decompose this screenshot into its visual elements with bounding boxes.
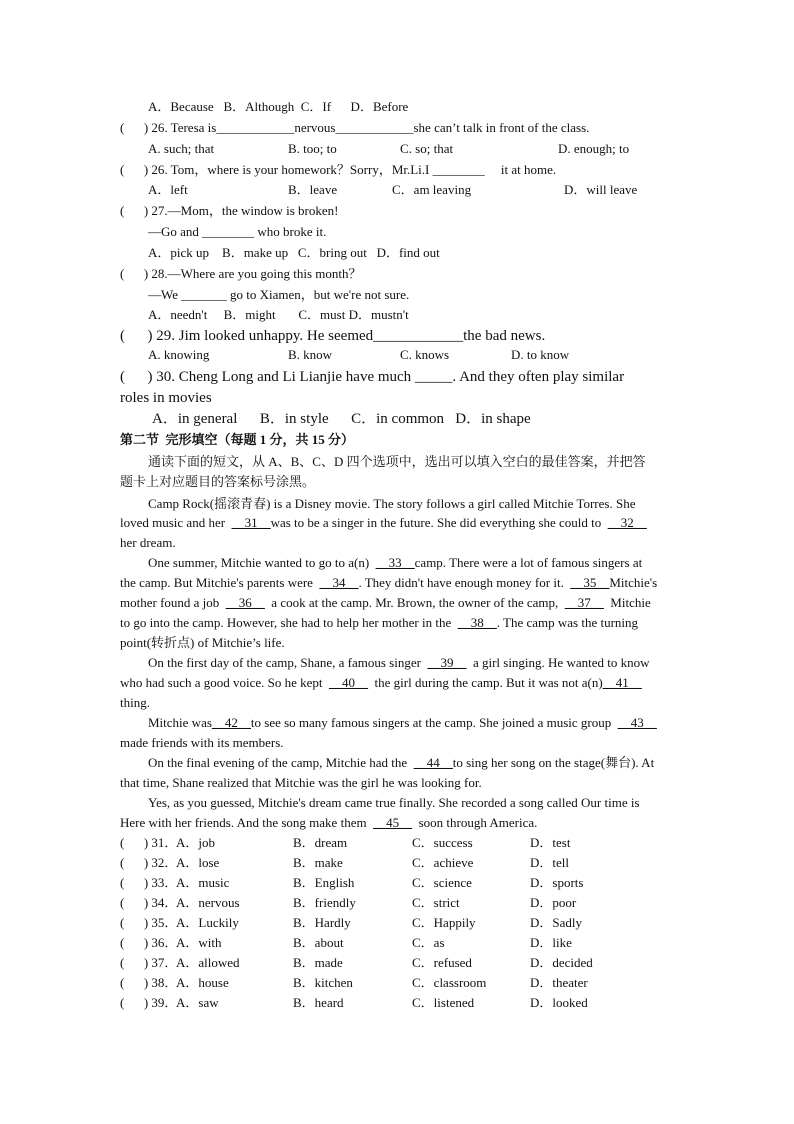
cloze-option-b: B．English: [293, 875, 355, 890]
q30-stem: ( ) 30. Cheng Long and Li Lianjie have much _____. And they often play similar: [120, 369, 625, 385]
cloze-question-number: ( ) 36．: [120, 935, 178, 950]
cloze-option-a: A．job: [176, 835, 216, 850]
blank-39: __39__: [427, 655, 467, 670]
blank-35: __35__: [570, 575, 610, 590]
cloze-question-number: ( ) 38．: [120, 975, 178, 990]
passage-line: Mitchie was__42__to see so many famous singers at the camp. She joined a music group __43__: [148, 715, 657, 730]
q26a-option-d: D. enough; to: [558, 141, 630, 156]
passage-line: On the final evening of the camp, Mitchie had the __44__to sing her song on the stage(舞台). At: [148, 755, 655, 770]
cloze-question-number: ( ) 35．: [120, 915, 178, 930]
cloze-option-a: A．lose: [176, 855, 220, 870]
q26a-option-b: B. too; to: [288, 141, 337, 156]
q26b-stem: ( ) 26. Tom，where is your homework？Sorry，Mr.Li.I ________ it at home.: [120, 162, 557, 177]
q25-options: A．Because B．Although C．If D．Before: [148, 99, 409, 114]
passage-line: her dream.: [120, 535, 176, 550]
passage-line: who had such a good voice. So he kept __40__ the girl during the camp. But it was not a(n)__41__: [120, 675, 642, 690]
blank-41: __41__: [602, 675, 642, 690]
q26b-option-c: C．am leaving: [392, 182, 472, 197]
passage-line: thing.: [120, 695, 150, 710]
cloze-option-d: D．test: [530, 835, 571, 850]
cloze-option-d: D．decided: [530, 955, 593, 970]
passage-line: made friends with its members.: [120, 735, 284, 750]
q29-option-d: D. to know: [511, 347, 570, 362]
cloze-option-a: A．house: [176, 975, 229, 990]
cloze-option-a: A．Luckily: [176, 915, 239, 930]
blank-32: __32__: [607, 515, 647, 530]
cloze-option-d: D．Sadly: [530, 915, 583, 930]
blank-40: __40__: [329, 675, 369, 690]
cloze-option-c: C．strict: [412, 895, 460, 910]
cloze-option-b: B．made: [293, 955, 343, 970]
q26a-stem: ( ) 26. Teresa is____________nervous____________she can’t talk in front of the class.: [120, 120, 590, 135]
cloze-option-b: B．make: [293, 855, 343, 870]
cloze-option-c: C．science: [412, 875, 472, 890]
passage-line: to go into the camp. However, she had to help her mother in the __38__. The camp was the turning: [120, 615, 639, 630]
cloze-option-b: B．heard: [293, 995, 344, 1010]
cloze-option-b: B．Hardly: [293, 915, 351, 930]
blank-31: __31__: [231, 515, 271, 530]
cloze-question-number: ( ) 32．: [120, 855, 178, 870]
cloze-option-a: A．with: [176, 935, 222, 950]
cloze-option-a: A．saw: [176, 995, 219, 1010]
cloze-option-a: A．music: [176, 875, 230, 890]
q27-options: A．pick up B．make up C．bring out D．find out: [148, 245, 440, 260]
cloze-option-a: A．nervous: [176, 895, 240, 910]
passage-line: On the first day of the camp, Shane, a famous singer __39__ a girl singing. He wanted to know: [148, 655, 650, 670]
cloze-option-b: B．about: [293, 935, 344, 950]
passage-line: point(转折点) of Mitchie’s life.: [120, 635, 285, 650]
cloze-option-a: A．allowed: [176, 955, 240, 970]
q27-stem: ( ) 27.—Mom，the window is broken!: [120, 203, 339, 218]
cloze-option-c: C．success: [412, 835, 473, 850]
q26b-option-d: D．will leave: [564, 182, 638, 197]
q27-line2: —Go and ________ who broke it.: [148, 224, 327, 239]
cloze-option-b: B．kitchen: [293, 975, 353, 990]
blank-34: __34__: [319, 575, 359, 590]
cloze-option-d: D．theater: [530, 975, 588, 990]
cloze-question-number: ( ) 33．: [120, 875, 178, 890]
cloze-option-c: C．as: [412, 935, 445, 950]
q28-options: A．needn't B．might C．must D．mustn't: [148, 307, 409, 322]
passage-line: Yes, as you guessed, Mitchie's dream came true finally. She recorded a song called Our time is: [148, 795, 640, 810]
section2-instruction-2: 题卡上对应题目的答案标号涂黑。: [120, 474, 316, 489]
passage-line: the camp. But Mitchie's parents were __34__. They didn't have enough money for it. __35__Mitchie's: [120, 575, 658, 590]
q30-line2: roles in movies: [120, 390, 212, 406]
q30-options: A．in general B．in style C．in common D．in shape: [152, 411, 531, 427]
blank-45: __45__: [373, 815, 413, 830]
q28-line2: —We _______ go to Xiamen，but we're not sure.: [148, 287, 410, 302]
blank-44: __44__: [413, 755, 453, 770]
blank-33: __33__: [375, 555, 415, 570]
q29-option-a: A. knowing: [148, 347, 210, 362]
q26b-option-a: A．left: [148, 182, 188, 197]
q29-stem: ( ) 29. Jim looked unhappy. He seemed____________the bad news.: [120, 328, 546, 344]
cloze-option-d: D．tell: [530, 855, 569, 870]
q26a-option-a: A. such; that: [148, 141, 215, 156]
blank-37: __37__: [564, 595, 604, 610]
passage-line: that time, Shane realized that Mitchie was the girl he was looking for.: [120, 775, 482, 790]
cloze-question-number: ( ) 34．: [120, 895, 178, 910]
cloze-question-number: ( ) 37．: [120, 955, 178, 970]
cloze-question-number: ( ) 31．: [120, 835, 178, 850]
cloze-option-d: D．like: [530, 935, 572, 950]
cloze-option-c: C．refused: [412, 955, 472, 970]
cloze-option-c: C．listened: [412, 995, 475, 1010]
q29-option-c: C. knows: [400, 347, 450, 362]
cloze-option-b: B．dream: [293, 835, 348, 850]
blank-36: __36__: [225, 595, 265, 610]
cloze-option-d: D．looked: [530, 995, 588, 1010]
q26b-option-b: B．leave: [288, 182, 338, 197]
blank-43: __43__: [617, 715, 657, 730]
section2-heading: 第二节 完形填空（每题 1 分，共 15 分）: [120, 432, 355, 447]
section2-instruction-1: 通读下面的短文，从 A、B、C、D 四个选项中，选出可以填入空白的最佳答案，并把答: [148, 454, 646, 469]
passage-line: Here with her friends. And the song make them __45__ soon through America.: [120, 815, 538, 830]
cloze-option-d: D．sports: [530, 875, 584, 890]
blank-38: __38__: [457, 615, 497, 630]
q26a-option-c: C. so; that: [400, 141, 454, 156]
q29-option-b: B. know: [288, 347, 333, 362]
cloze-option-d: D．poor: [530, 895, 577, 910]
cloze-option-c: C．classroom: [412, 975, 487, 990]
cloze-option-c: C．Happily: [412, 915, 476, 930]
passage-line: One summer, Mitchie wanted to go to a(n) __33__camp. There were a lot of famous singers at: [148, 555, 643, 570]
q28-stem: ( ) 28.—Where are you going this month？: [120, 266, 362, 281]
cloze-option-b: B．friendly: [293, 895, 356, 910]
passage-line: Camp Rock(摇滚青春) is a Disney movie. The story follows a girl called Mitchie Torres. She: [148, 496, 636, 511]
passage-line: mother found a job __36__ a cook at the camp. Mr. Brown, the owner of the camp, __37__ Mitchie: [120, 595, 651, 610]
cloze-option-c: C．achieve: [412, 855, 474, 870]
cloze-question-number: ( ) 39．: [120, 995, 178, 1010]
passage-line: loved music and her __31__was to be a singer in the future. She did everything she could to __32__: [120, 515, 647, 530]
blank-42: __42__: [211, 715, 251, 730]
